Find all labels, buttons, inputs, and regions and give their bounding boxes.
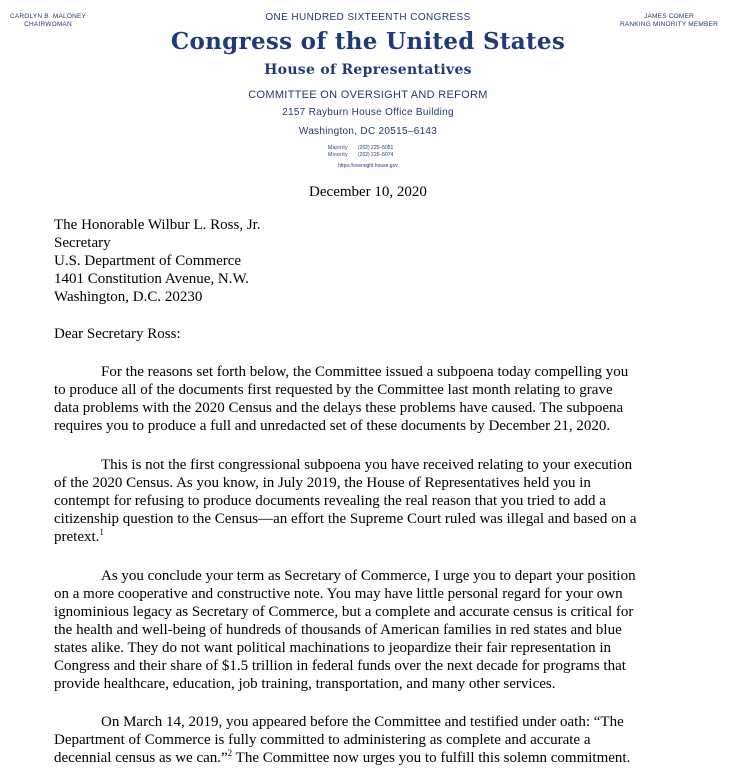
paragraph-3 <box>54 567 684 693</box>
footnote-ref-2[interactable]: 2 <box>227 748 233 758</box>
paragraph-line: This is not the first congressional subpoena you have received relating to your execution <box>101 457 633 473</box>
paragraph-line: the health and well-being of hundreds of thousands of American families in red states and blue <box>54 622 622 638</box>
chair-name: CAROLYN B. MALONEY <box>9 13 87 20</box>
majority-label: Majority <box>328 145 348 151</box>
paragraph-line: data problems with the 2020 Census and the delays these problems have caused. The subpoena <box>54 400 624 416</box>
paragraph-2 <box>54 456 684 546</box>
paragraph-line: contempt for refusing to produce documents revealing the real reason that you tried to add a <box>54 493 606 509</box>
letter-date: December 10, 2020 <box>309 184 427 200</box>
recipient-address <box>54 216 261 306</box>
footnote-ref-1[interactable]: 1 <box>99 527 104 537</box>
recipient-line: U.S. Department of Commerce <box>54 253 242 269</box>
address-line-2: Washington, DC 20515–6143 <box>298 126 438 137</box>
address-line-1: 2157 Rayburn House Office Building <box>282 107 454 118</box>
ranking-member-name: JAMES COMER <box>644 13 694 20</box>
paragraph-line: For the reasons set forth below, the Committee issued a subpoena today compelling you <box>101 364 629 380</box>
paragraph-line: citizenship question to the Census—an effort the Supreme Court ruled was illegal and based on a <box>54 511 637 527</box>
paragraph-line <box>54 749 684 767</box>
chair-title: CHAIRWOMAN <box>24 21 72 28</box>
website-link[interactable]: https://oversight.house.gov <box>338 163 398 169</box>
minority-phone: (202) 225–5074 <box>358 151 394 158</box>
minority-label: Minority <box>328 151 348 158</box>
house-title: House of Representatives <box>264 62 472 78</box>
paragraph-line: requires you to produce a full and unredacted set of these documents by December 21, 2020. <box>54 418 611 434</box>
paragraph-text: pretext. <box>54 529 100 545</box>
paragraph-4 <box>54 713 684 767</box>
paragraph-line: Department of Commerce is fully committed to administering as complete and accurate a <box>54 732 591 748</box>
paragraph-line <box>54 528 684 546</box>
committee-name: COMMITTEE ON OVERSIGHT AND REFORM <box>248 89 488 101</box>
recipient-line: Washington, D.C. 20230 <box>54 289 203 305</box>
paragraph-line: to produce all of the documents first requested by the Committee last month relating to grave <box>54 382 613 398</box>
paragraph-line: of the 2020 Census. As you know, in July 2019, the House of Representatives held you in <box>54 475 591 491</box>
paragraph-line: on a more cooperative and constructive note. You may have little personal regard for your own <box>54 586 623 602</box>
majority-phone: (202) 225–5051 <box>358 145 394 151</box>
minority-phone-row <box>328 152 393 159</box>
phone-numbers <box>328 145 393 158</box>
paragraph-line: As you conclude your term as Secretary of Commerce, I urge you to depart your position <box>101 568 636 584</box>
paragraph-text: decennial census as we can.” <box>54 750 228 766</box>
paragraph-line: provide healthcare, education, job training, transportation, and many other services. <box>54 676 556 692</box>
recipient-line: The Honorable Wilbur L. Ross, Jr. <box>54 217 261 233</box>
letterhead-title: Congress of the United States <box>170 28 566 55</box>
paragraph-1 <box>54 363 684 435</box>
paragraph-line: On March 14, 2019, you appeared before the Committee and testified under oath: “The <box>101 714 624 730</box>
recipient-line: Secretary <box>54 235 111 251</box>
paragraph-line: states alike. They do not want political machinations to jeopardize their fair representation in <box>54 640 612 656</box>
recipient-line: 1401 Constitution Avenue, N.W. <box>54 271 249 287</box>
ranking-member-title: RANKING MINORITY MEMBER <box>619 21 718 28</box>
congress-number: ONE HUNDRED SIXTEENTH CONGRESS <box>265 12 471 23</box>
salutation: Dear Secretary Ross: <box>54 326 181 342</box>
paragraph-line: ignominious legacy as Secretary of Commerce, but a complete and accurate census is critical for <box>54 604 634 620</box>
paragraph-text: The Committee now urges you to fulfill this solemn commitment. <box>232 750 631 766</box>
paragraph-line: Congress and their share of $1.5 trillion in federal funds over the next decade for programs that <box>54 658 626 674</box>
